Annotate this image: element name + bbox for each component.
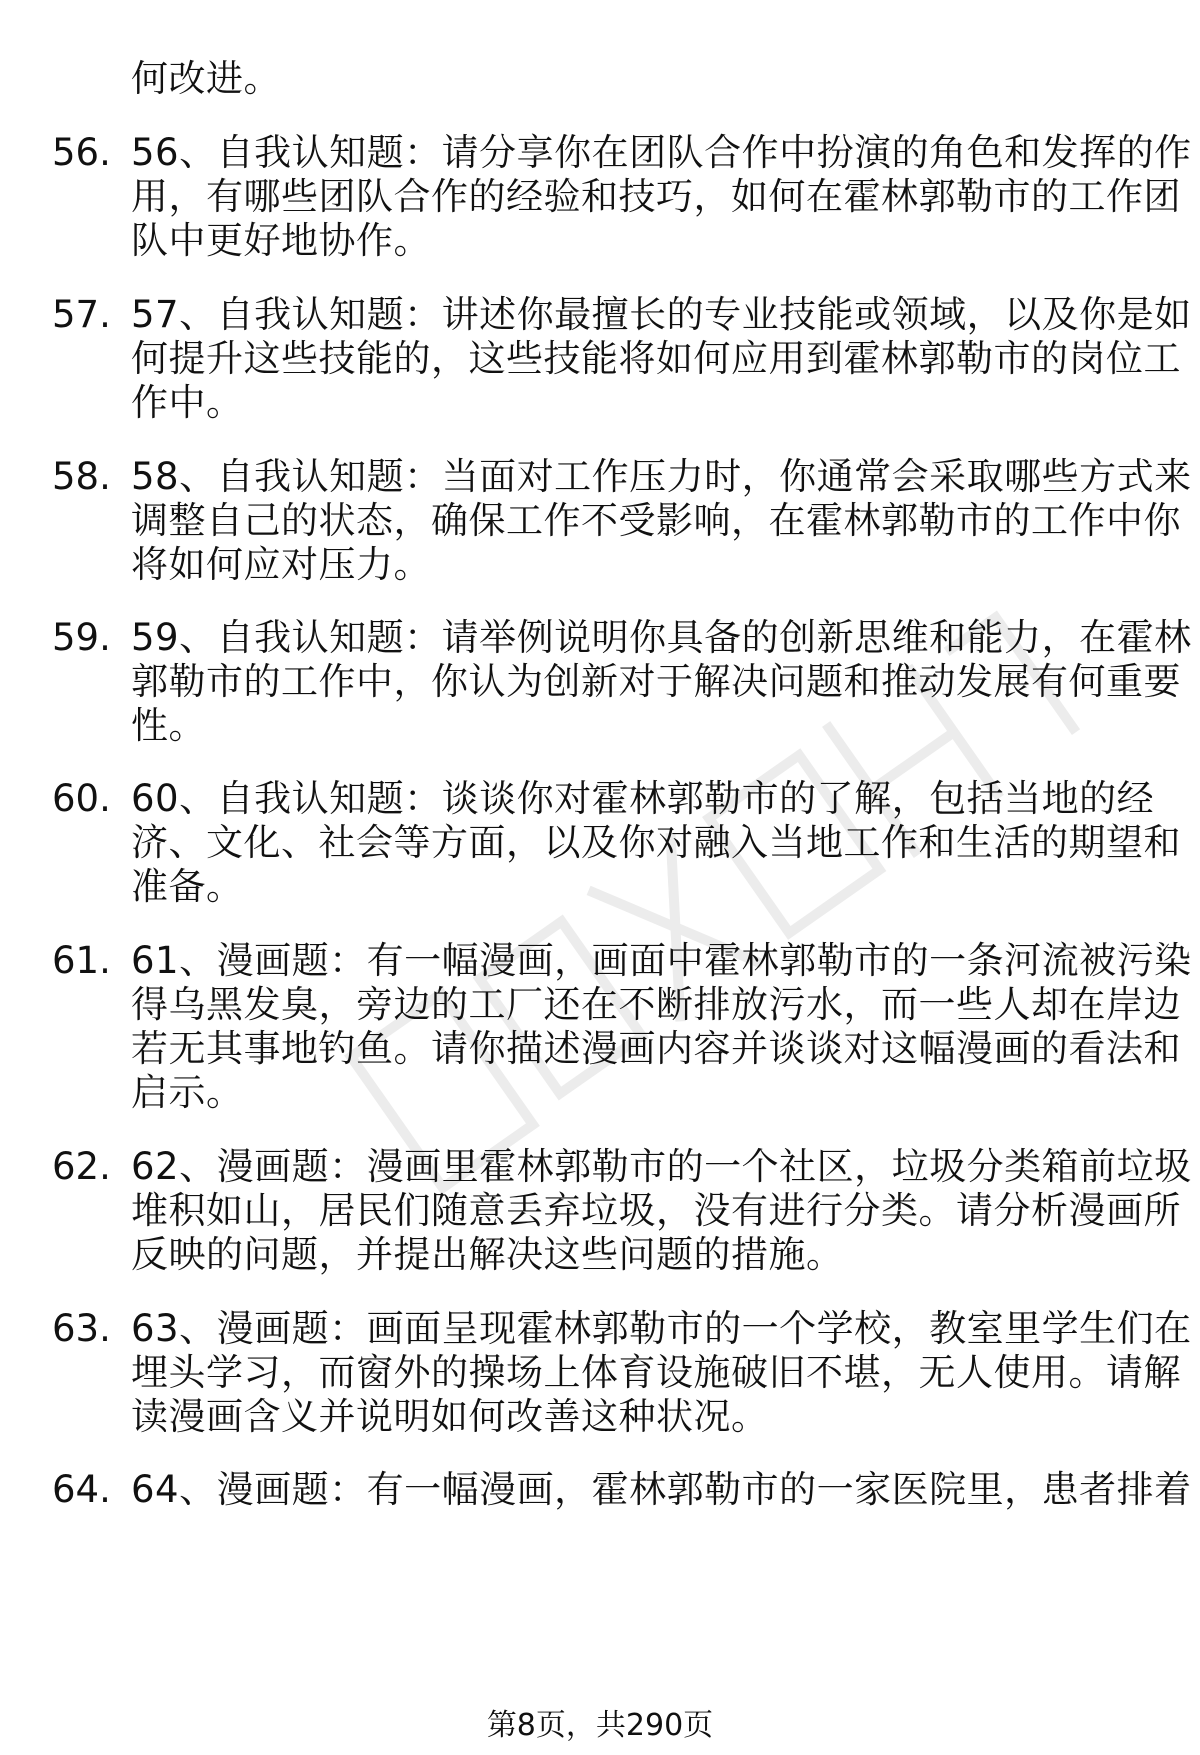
list-item-number: 60. <box>52 777 111 820</box>
list-item-line: 启示。 <box>131 1071 244 1114</box>
list-item-line: 若无其事地钓鱼。请你描述漫画内容并谈谈对这幅漫画的看法和 <box>131 1027 1181 1070</box>
list-item-line: 57、自我认知题：讲述你最擅长的专业技能或领域，以及你是如 <box>131 293 1192 336</box>
list-item-number: 61. <box>52 939 111 982</box>
list-item-line: 性。 <box>131 704 206 747</box>
list-item-line: 62、漫画题：漫画里霍林郭勒市的一个社区，垃圾分类箱前垃圾 <box>131 1145 1192 1188</box>
list-item-line: 埋头学习，而窗外的操场上体育设施破旧不堪，无人使用。请解 <box>131 1351 1181 1394</box>
list-item-number: 56. <box>52 131 111 174</box>
list-item-line: 调整自己的状态，确保工作不受影响，在霍林郭勒市的工作中你 <box>131 499 1181 542</box>
list-item-line: 准备。 <box>131 865 244 908</box>
list-item-line: 反映的问题，并提出解决这些问题的措施。 <box>131 1233 844 1276</box>
list-item-line: 用，有哪些团队合作的经验和技巧，如何在霍林郭勒市的工作团 <box>131 175 1181 218</box>
list-item-number: 63. <box>52 1307 111 1350</box>
list-item-line: 58、自我认知题：当面对工作压力时，你通常会采取哪些方式来 <box>131 455 1192 498</box>
page-footer: 第8页，共290页 <box>486 1708 714 1743</box>
list-item-line: 队中更好地协作。 <box>131 219 431 262</box>
list-item-line: 堆积如山，居民们随意丢弃垃圾，没有进行分类。请分析漫画所 <box>131 1189 1181 1232</box>
list-item-number: 59. <box>52 616 111 659</box>
list-item-line: 63、漫画题：画面呈现霍林郭勒市的一个学校，教室里学生们在 <box>131 1307 1192 1350</box>
list-item-line: 读漫画含义并说明如何改善这种状况。 <box>131 1395 769 1438</box>
list-item-number: 62. <box>52 1145 111 1188</box>
list-item-line: 何提升这些技能的，这些技能将如何应用到霍林郭勒市的岗位工 <box>131 337 1181 380</box>
list-item-line: 作中。 <box>131 381 244 424</box>
list-item-line: 将如何应对压力。 <box>131 543 431 586</box>
list-item-line: 59、自我认知题：请举例说明你具备的创新思维和能力，在霍林 <box>131 616 1192 659</box>
list-item-number: 64. <box>52 1468 111 1511</box>
list-item-line: 郭勒市的工作中，你认为创新对于解决问题和推动发展有何重要 <box>131 660 1181 703</box>
list-item-line: 61、漫画题：有一幅漫画，画面中霍林郭勒市的一条河流被污染 <box>131 939 1192 982</box>
continuation-text: 何改进。 <box>131 57 281 100</box>
list-item-line: 64、漫画题：有一幅漫画，霍林郭勒市的一家医院里，患者排着 <box>131 1468 1192 1511</box>
list-item-line: 得乌黑发臭，旁边的工厂还在不断排放污水，而一些人却在岸边 <box>131 983 1181 1026</box>
list-item-number: 57. <box>52 293 111 336</box>
list-item-number: 58. <box>52 455 111 498</box>
list-item-line: 济、文化、社会等方面，以及你对融入当地工作和生活的期望和 <box>131 821 1181 864</box>
list-item-line: 56、自我认知题：请分享你在团队合作中扮演的角色和发挥的作 <box>131 131 1192 174</box>
list-item-line: 60、自我认知题：谈谈你对霍林郭勒市的了解，包括当地的经 <box>131 777 1155 820</box>
